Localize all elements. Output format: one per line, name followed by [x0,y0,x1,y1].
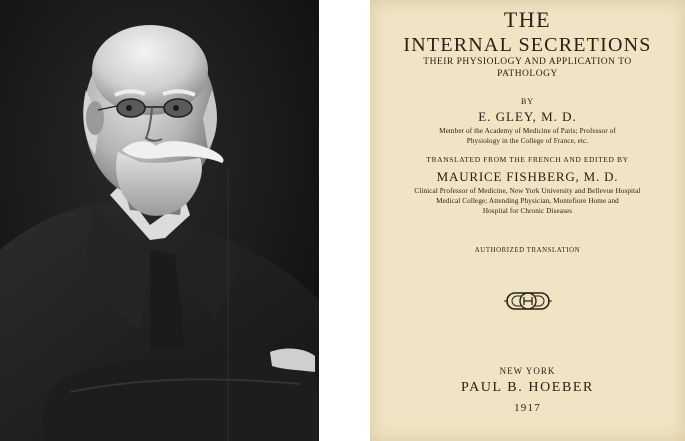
author-affiliation-line-2: Physiology in the College of France, etc. [466,137,589,145]
translator-affiliation-line-2: Medical College; Attending Physician, Montefiore Home and [436,197,619,205]
title-main: THE [503,7,552,32]
translator-name: MAURICE FISHBERG, M. D. [436,169,619,184]
authorized-translation-label: AUTHORIZED TRANSLATION [474,247,581,254]
book-title-page [370,0,685,441]
subtitle-line-2: PATHOLOGY [497,69,558,79]
author-affiliation-line-1: Member of the Academy of Medicine of Paris; Professor of [439,127,616,135]
author-name: E. GLEY, M. D. [478,109,577,124]
title-sub: INTERNAL SECRETIONS [403,34,652,56]
publication-place: NEW YORK [499,366,556,376]
ear [86,101,104,135]
bald-crown [92,25,208,115]
portrait-photograph [0,0,319,441]
subtitle-line-1: THEIR PHYSIOLOGY AND APPLICATION TO [423,57,632,67]
publisher-name: PAUL B. HOEBER [461,380,594,395]
publication-year: 1917 [514,402,541,414]
translator-affiliation-line-3: Hospital for Chronic Diseases [482,207,573,215]
by-label: BY [520,97,535,106]
publisher-colophon-icon [504,289,552,313]
translator-affiliation-line-1: Clinical Professor of Medicine, New York University and Bellevue Hospital [414,187,641,195]
translated-label: TRANSLATED FROM THE FRENCH AND EDITED BY [426,155,629,164]
